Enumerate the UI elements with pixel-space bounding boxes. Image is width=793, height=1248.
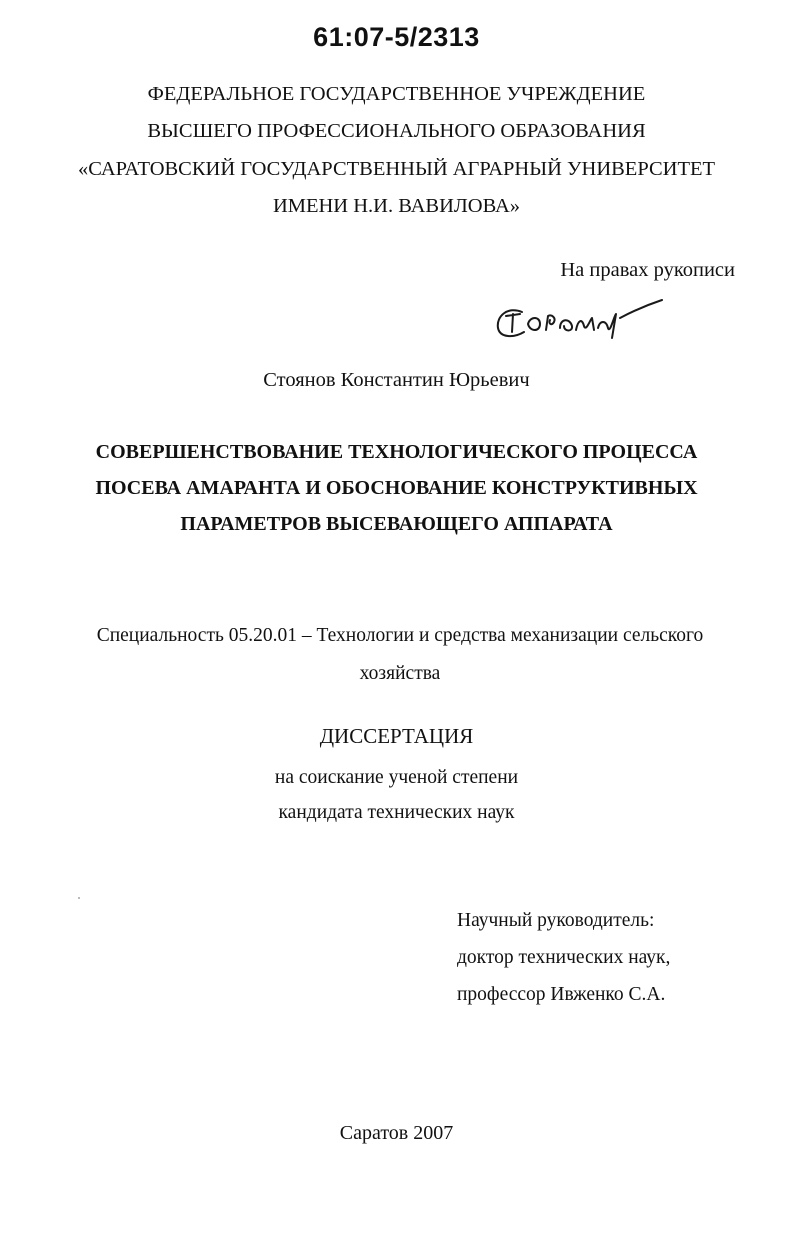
advisor-line: доктор технических наук,: [457, 947, 671, 968]
institution-line: ВЫСШЕГО ПРОФЕССИОНАЛЬНОГО ОБРАЗОВАНИЯ: [147, 120, 646, 143]
city-year: Саратов 2007: [339, 1122, 454, 1144]
author-name: Стоянов Константин Юрьевич: [263, 369, 530, 391]
scientific-advisor: [457, 902, 670, 1013]
title-line: СОВЕРШЕНСТВОВАНИЕ ТЕХНОЛОГИЧЕСКОГО ПРОЦЕССА: [95, 441, 698, 463]
degree-sought: [0, 760, 793, 830]
institution-line: «САРАТОВСКИЙ ГОСУДАРСТВЕННЫЙ АГРАРНЫЙ УНИВЕРСИТЕТ: [77, 157, 716, 180]
specialty: [60, 617, 740, 693]
author-signature: [490, 292, 670, 344]
institution-line: ФЕДЕРАЛЬНОЕ ГОСУДАРСТВЕННОЕ УЧРЕЖДЕНИЕ: [147, 83, 646, 105]
institution-header: [0, 76, 793, 225]
scan-speck: [78, 897, 80, 899]
specialty-line: Специальность 05.20.01 – Технологии и средства механизации сельского: [96, 625, 704, 646]
dissertation-title: [0, 434, 793, 542]
advisor-line: профессор Ивженко С.А.: [457, 984, 666, 1005]
document-type: ДИССЕРТАЦИЯ: [319, 724, 474, 748]
degree-line: на соискание ученой степени: [274, 767, 519, 788]
institution-line: ИМЕНИ Н.И. ВАВИЛОВА»: [272, 194, 521, 217]
title-line: ПОСЕВА АМАРАНТА И ОБОСНОВАНИЕ КОНСТРУКТИВНЫХ: [95, 477, 698, 499]
manuscript-rights: На правах рукописи: [560, 259, 735, 281]
degree-line: кандидата технических наук: [278, 802, 515, 823]
title-line: ПАРАМЕТРОВ ВЫСЕВАЮЩЕГО АППАРАТА: [180, 513, 613, 535]
archive-code: 61:07-5/2313: [313, 22, 480, 52]
advisor-line: Научный руководитель:: [457, 910, 655, 931]
specialty-line: хозяйства: [359, 663, 441, 684]
